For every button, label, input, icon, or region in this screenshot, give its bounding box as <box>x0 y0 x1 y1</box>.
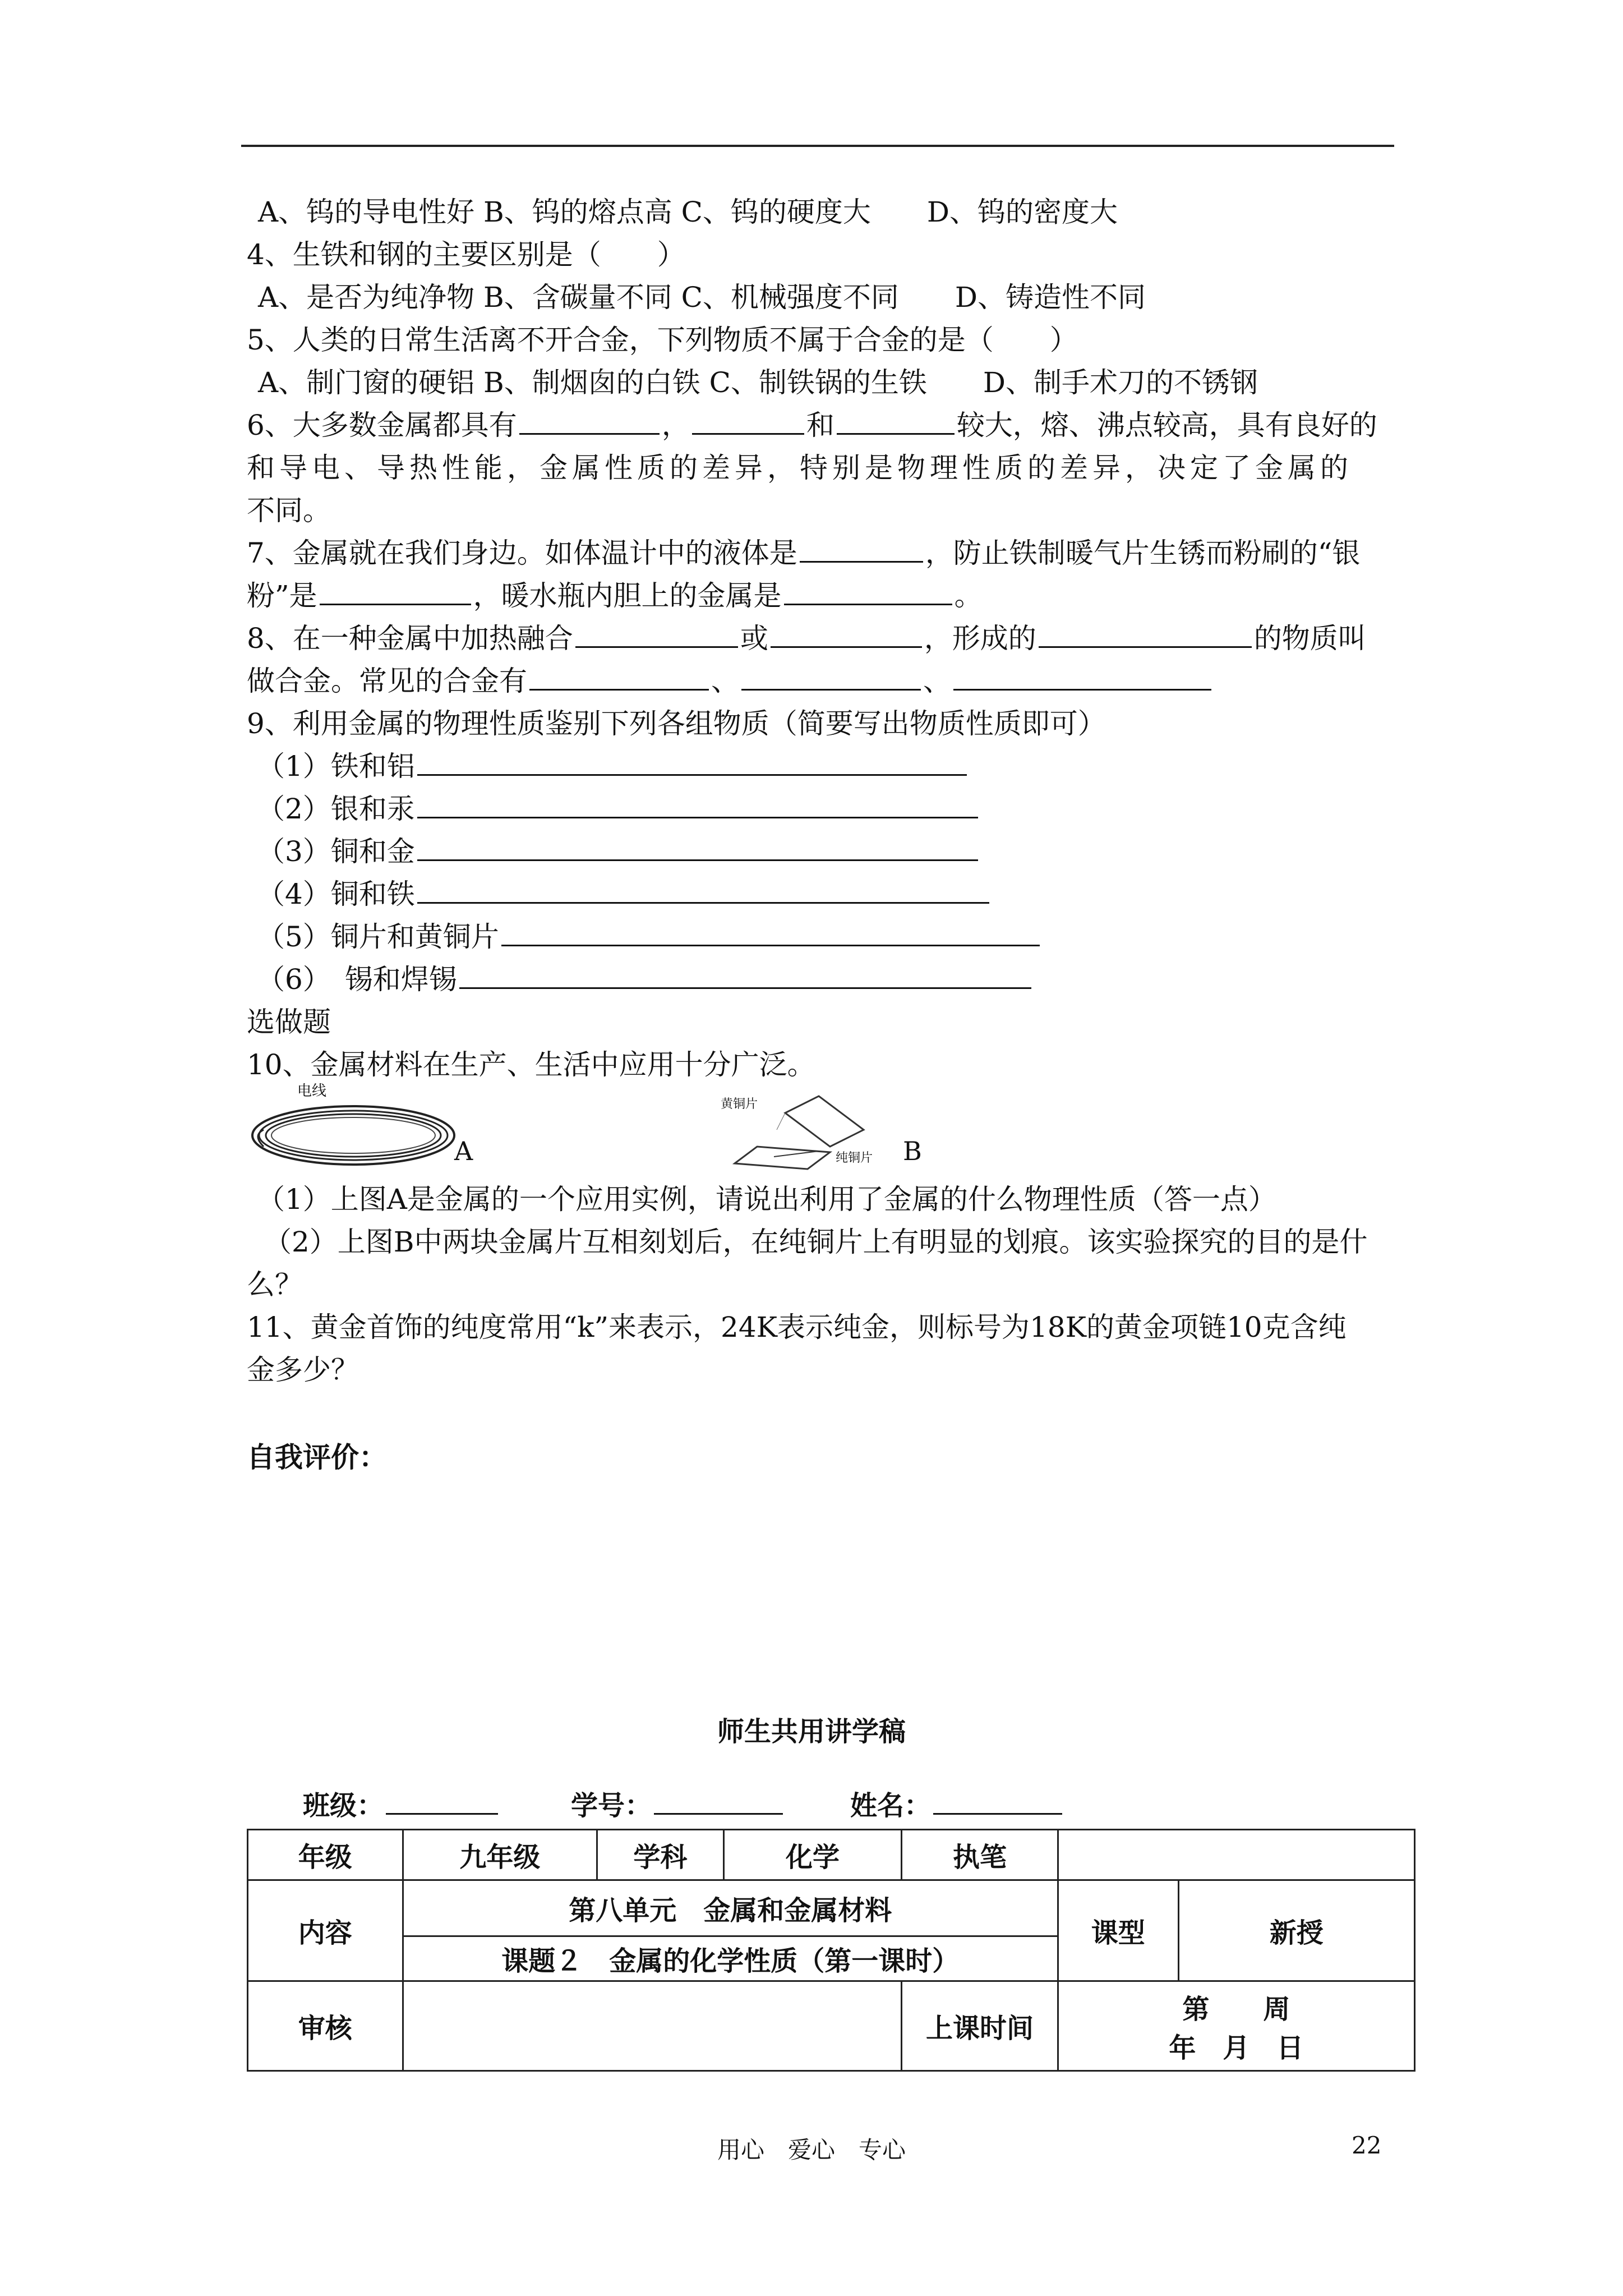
q8-blank-5[interactable] <box>741 660 921 691</box>
q8-text-4: 的物质叫 <box>1253 622 1366 655</box>
q8-blank-4[interactable] <box>529 660 709 691</box>
grade-label: 年级 <box>248 1830 403 1880</box>
q11-line1: 11、黄金首饰的纯度常用“k”来表示，24K表示纯金，则标号为18K的黄金项链10克含纯 <box>247 1311 1347 1343</box>
class-time-label: 上课时间 <box>902 1981 1058 2071</box>
class-label: 班级： <box>303 1790 384 1821</box>
q5-question: 5、人类的日常生活离不开合金，下列物质不属于合金的是（ ） <box>247 324 1078 356</box>
review-label: 审核 <box>248 1981 403 2071</box>
figure-a-wire-coil <box>247 1091 482 1175</box>
q9-item-label: （3）铜和金 <box>257 835 415 868</box>
table-row <box>248 1880 1415 1936</box>
q8-line1 <box>247 617 1402 660</box>
q9-item-4 <box>247 873 1402 915</box>
q8-line2 <box>247 660 1402 702</box>
q9-item-6 <box>247 958 1402 1001</box>
class-field[interactable] <box>386 1787 498 1815</box>
q5-options: A、制门窗的硬铝 B、制烟囱的白铁 C、制铁锅的生铁 D、制手术刀的不锈钢 <box>258 366 1258 399</box>
q6-text-4: 较大，熔、沸点较高，具有良好的 <box>956 409 1377 441</box>
q8-text-6: 、 <box>711 665 739 697</box>
q9-answer-line[interactable] <box>459 958 1031 989</box>
q9-question: 9、利用金属的物理性质鉴别下列各组物质（简要写出物质性质即可） <box>247 707 1106 740</box>
q7-line2 <box>247 574 1402 617</box>
subject-value: 化学 <box>723 1830 902 1880</box>
q8-text-1: 8、在一种金属中加热融合 <box>247 622 573 655</box>
subject-label: 学科 <box>597 1830 724 1880</box>
q8-text-7: 、 <box>923 665 951 697</box>
q8-text-2: 或 <box>740 622 768 655</box>
q8-text-3: ，形成的 <box>924 622 1036 655</box>
q6-line3: 不同。 <box>247 494 331 527</box>
q6-blank-1[interactable] <box>519 404 660 435</box>
q10-sub2-line1: （2）上图B中两块金属片互相刻划后，在纯铜片上有明显的划痕。该实验探究的目的是什 <box>264 1226 1368 1258</box>
handout-title: 师生共用讲学稿 <box>717 1716 906 1747</box>
q8-blank-2[interactable] <box>771 617 922 648</box>
table-row <box>248 1981 1415 2071</box>
q7-blank-3[interactable] <box>784 574 952 605</box>
spacer <box>247 1391 1402 1436</box>
name-field[interactable] <box>933 1787 1062 1815</box>
q10-sub1: （1）上图A是金属的一个应用实例，请说出利用了金属的什么物理性质（答一点） <box>257 1183 1276 1216</box>
name-label: 姓名： <box>850 1790 932 1821</box>
q8-blank-6[interactable] <box>953 660 1211 691</box>
q9-item-label: （5）铜片和黄铜片 <box>257 921 499 953</box>
author-value[interactable] <box>1058 1830 1414 1880</box>
q9-item-label: （6） 锡和焊锡 <box>257 963 457 996</box>
lesson-type-label: 课型 <box>1058 1880 1178 1981</box>
q10-figures <box>247 1083 1402 1175</box>
class-time-value <box>1058 1981 1414 2071</box>
figure-b-label: B <box>903 1136 922 1166</box>
self-evaluation: 自我评价： <box>247 1441 387 1474</box>
q6-text-1: 6、大多数金属都具有 <box>247 409 517 441</box>
week-text: 第 周 <box>1182 1993 1290 2025</box>
lesson-type-value: 新授 <box>1178 1880 1414 1981</box>
q6-line1 <box>247 404 1402 447</box>
q9-item-5 <box>247 915 1402 958</box>
q9-item-label: （4）铜和铁 <box>257 878 415 910</box>
q7-text-5: 。 <box>954 579 983 612</box>
q7-line1 <box>247 532 1402 574</box>
q7-text-4: ，暖水瓶内胆上的金属是 <box>473 579 782 612</box>
unit-title: 第八单元 金属和金属材料 <box>403 1880 1058 1936</box>
q6-text-3: 和 <box>806 409 834 441</box>
header-rule <box>241 145 1394 147</box>
grade-value: 九年级 <box>403 1830 597 1880</box>
q10-sub2-line2: 么？ <box>247 1268 303 1301</box>
review-value[interactable] <box>403 1981 902 2071</box>
q11-line2: 金多少？ <box>247 1354 359 1386</box>
q9-answer-line[interactable] <box>501 915 1040 946</box>
q6-blank-3[interactable] <box>837 404 955 435</box>
author-label: 执笔 <box>902 1830 1058 1880</box>
q6-line2: 和导电、导热性能，金属性质的差异，特别是物理性质的差异，决定了金属的 <box>247 452 1353 484</box>
footer-text: 用心 爱心 专心 <box>717 2136 906 2164</box>
q7-text-2: ，防止铁制暖气片生锈而粉刷的“银 <box>925 537 1361 569</box>
q7-blank-2[interactable] <box>320 574 471 605</box>
q8-text-5: 做合金。常见的合金有 <box>247 665 527 697</box>
figure-a-wire-label: 电线 <box>297 1083 327 1099</box>
worksheet-body <box>247 191 1402 1479</box>
q7-text-3: 粉”是 <box>247 579 317 612</box>
optional-heading: 选做题 <box>247 1006 331 1038</box>
student-id-label: 学号： <box>571 1790 652 1821</box>
q9-answer-line[interactable] <box>417 873 989 904</box>
q9-answer-line[interactable] <box>417 830 978 861</box>
table-row <box>248 1830 1415 1880</box>
q9-item-1 <box>247 745 1402 788</box>
figure-b-copper-label: 纯铜片 <box>836 1151 873 1165</box>
q7-blank-1[interactable] <box>800 532 923 563</box>
student-id-field[interactable] <box>654 1787 783 1815</box>
content-label: 内容 <box>248 1880 403 1981</box>
student-info-row <box>303 1784 1064 1823</box>
figure-b-brass-label: 黄铜片 <box>721 1097 758 1111</box>
q9-item-3 <box>247 830 1402 873</box>
q7-text-1: 7、金属就在我们身边。如体温计中的液体是 <box>247 537 797 569</box>
date-text: 年 月 日 <box>1169 2032 1304 2064</box>
q8-blank-3[interactable] <box>1039 617 1252 648</box>
page-number: 22 <box>1352 2132 1382 2159</box>
q4-question: 4、生铁和钢的主要区别是（ ） <box>247 238 685 271</box>
q9-answer-line[interactable] <box>417 788 978 818</box>
q9-item-label: （1）铁和铝 <box>257 750 415 783</box>
q8-blank-1[interactable] <box>575 617 738 648</box>
q6-text-2: ， <box>661 409 690 441</box>
lesson-info-table <box>247 1829 1415 2072</box>
topic-title: 课题２ 金属的化学性质（第一课时） <box>403 1936 1058 1981</box>
q3-options: A、钨的导电性好 B、钨的熔点高 C、钨的硬度大 D、钨的密度大 <box>258 196 1118 228</box>
q10-question: 10、金属材料在生产、生活中应用十分广泛。 <box>247 1048 815 1081</box>
q9-answer-line[interactable] <box>417 745 967 776</box>
q9-item-label: （2）银和汞 <box>257 793 415 825</box>
figure-a-label: A <box>454 1136 473 1166</box>
q9-item-2 <box>247 788 1402 830</box>
q6-blank-2[interactable] <box>692 404 804 435</box>
q4-options: A、是否为纯净物 B、含碳量不同 C、机械强度不同 D、铸造性不同 <box>258 281 1146 314</box>
